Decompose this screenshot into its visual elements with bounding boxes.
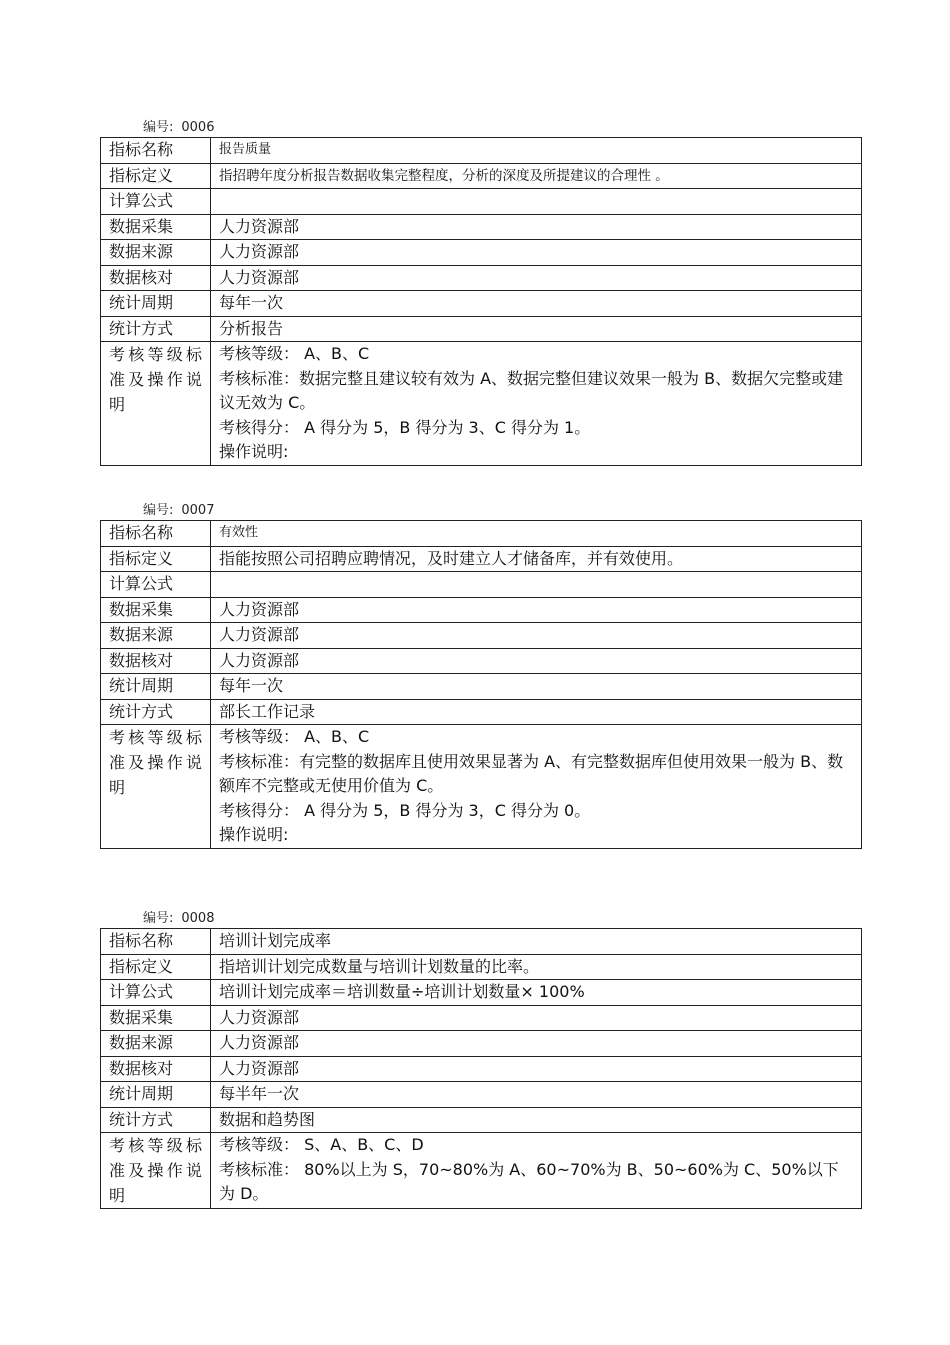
code-value: 0007: [181, 503, 215, 518]
criteria-line: 考核等级： A、B、C: [219, 727, 370, 746]
row-value: 人力资源部: [211, 648, 862, 674]
table-row: [101, 1005, 862, 1031]
criteria-row: [101, 342, 862, 466]
criteria-line: 考核标准： 80%以上为 S，70~80%为 A、60~70%为 B、50~60%为 C、50%以下为 D。: [219, 1159, 839, 1203]
code-label: 编号:: [143, 120, 174, 135]
row-label: 数据来源: [101, 240, 211, 266]
table-row: [101, 316, 862, 342]
table-row: [101, 597, 862, 623]
row-value: 指培训计划完成数量与培训计划数量的比率。: [211, 954, 862, 980]
row-label: 指标定义: [101, 954, 211, 980]
row-label: 数据来源: [101, 1031, 211, 1057]
table-row: [101, 189, 862, 215]
table-row: [101, 163, 862, 189]
code-line: [100, 119, 862, 137]
code-line: [100, 502, 862, 520]
table-row: [101, 648, 862, 674]
row-value: 人力资源部: [211, 265, 862, 291]
table-row: [101, 214, 862, 240]
row-label: 计算公式: [101, 980, 211, 1006]
criteria-label: 考核等级标准及操作说明: [101, 1133, 211, 1209]
row-value: 有效性: [211, 521, 862, 547]
row-value: 人力资源部: [211, 597, 862, 623]
row-value: 指招聘年度分析报告数据收集完整程度，分析的深度及所提建议的合理性 。: [211, 163, 862, 189]
criteria-line: 操作说明:: [219, 825, 289, 844]
row-label: 统计方式: [101, 316, 211, 342]
table-row: [101, 138, 862, 164]
row-value: 部长工作记录: [211, 699, 862, 725]
table-row: [101, 265, 862, 291]
code-value: 0008: [181, 911, 215, 926]
row-value: 分析报告: [211, 316, 862, 342]
row-label: 数据核对: [101, 1056, 211, 1082]
row-value: 培训计划完成率: [211, 929, 862, 955]
table-row: [101, 521, 862, 547]
row-value: 报告质量: [211, 138, 862, 164]
criteria-row: [101, 725, 862, 849]
table-row: [101, 1082, 862, 1108]
kpi-block-0007: [100, 502, 862, 849]
criteria-row: [101, 1133, 862, 1209]
row-label: 数据核对: [101, 265, 211, 291]
code-label: 编号:: [143, 911, 174, 926]
row-label: 指标定义: [101, 163, 211, 189]
table-row: [101, 1056, 862, 1082]
criteria-label: 考核等级标准及操作说明: [101, 342, 211, 466]
row-value: [211, 189, 862, 215]
row-label: 数据核对: [101, 648, 211, 674]
row-value: 每年一次: [211, 291, 862, 317]
row-value: 人力资源部: [211, 1056, 862, 1082]
table-row: [101, 240, 862, 266]
code-value: 0006: [181, 120, 215, 135]
criteria-text: [211, 1133, 862, 1209]
row-label: 统计周期: [101, 291, 211, 317]
row-label: 数据采集: [101, 597, 211, 623]
criteria-line: 考核等级： A、B、C: [219, 344, 370, 363]
row-value: 人力资源部: [211, 1031, 862, 1057]
row-label: 统计周期: [101, 1082, 211, 1108]
row-label: 指标名称: [101, 138, 211, 164]
kpi-block-0006: [100, 119, 862, 466]
row-label: 指标定义: [101, 546, 211, 572]
table-row: [101, 623, 862, 649]
row-label: 数据来源: [101, 623, 211, 649]
criteria-line: 考核标准：有完整的数据库且使用效果显著为 A、有完整数据库但使用效果一般为 B、数额库不完整或无使用价值为 C。: [219, 751, 844, 795]
row-value: 每半年一次: [211, 1082, 862, 1108]
criteria-line: 考核等级： S、A、B、C、D: [219, 1135, 424, 1154]
table-row: [101, 291, 862, 317]
row-value: 每年一次: [211, 674, 862, 700]
code-line: [100, 910, 862, 928]
criteria-line: 操作说明:: [219, 442, 289, 461]
table-row: [101, 980, 862, 1006]
table-row: [101, 929, 862, 955]
row-value: 人力资源部: [211, 214, 862, 240]
code-label: 编号:: [143, 503, 174, 518]
kpi-block-0008: [100, 910, 862, 1209]
row-value: 数据和趋势图: [211, 1107, 862, 1133]
kpi-table: [100, 137, 862, 466]
kpi-table: [100, 928, 862, 1209]
table-row: [101, 674, 862, 700]
table-row: [101, 1031, 862, 1057]
row-value: 培训计划完成率＝培训数量÷培训计划数量× 100%: [211, 980, 862, 1006]
row-label: 统计方式: [101, 1107, 211, 1133]
row-label: 指标名称: [101, 521, 211, 547]
kpi-table: [100, 520, 862, 849]
criteria-text: [211, 342, 862, 466]
row-value: 指能按照公司招聘应聘情况，及时建立人才储备库，并有效使用。: [211, 546, 862, 572]
criteria-line: 考核得分： A 得分为 5，B 得分为 3，C 得分为 0。: [219, 800, 591, 820]
criteria-line: 考核得分： A 得分为 5，B 得分为 3、C 得分为 1。: [219, 417, 591, 437]
table-row: [101, 1107, 862, 1133]
criteria-text: [211, 725, 862, 849]
row-label: 指标名称: [101, 929, 211, 955]
table-row: [101, 954, 862, 980]
row-value: 人力资源部: [211, 240, 862, 266]
criteria-label: 考核等级标准及操作说明: [101, 725, 211, 849]
row-value: [211, 572, 862, 598]
table-row: [101, 699, 862, 725]
criteria-line: 考核标准：数据完整且建议较有效为 A、数据完整但建议效果一般为 B、数据欠完整或建议无效为 C。: [219, 368, 844, 412]
row-label: 数据采集: [101, 1005, 211, 1031]
row-label: 计算公式: [101, 189, 211, 215]
row-value: 人力资源部: [211, 1005, 862, 1031]
row-label: 数据采集: [101, 214, 211, 240]
row-label: 统计方式: [101, 699, 211, 725]
row-label: 计算公式: [101, 572, 211, 598]
table-row: [101, 572, 862, 598]
table-row: [101, 546, 862, 572]
row-value: 人力资源部: [211, 623, 862, 649]
row-label: 统计周期: [101, 674, 211, 700]
